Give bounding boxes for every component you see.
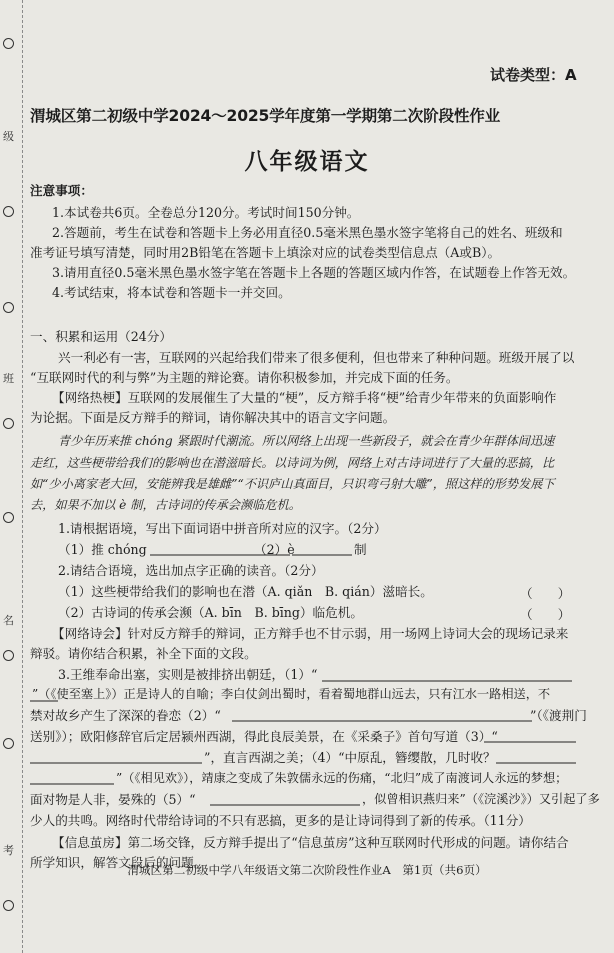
question-1-part-2-tail: 制 <box>354 542 367 557</box>
question-3-line: ，似曾相识燕归来”（《浣溪沙》）又引起了多 <box>362 792 600 806</box>
page-footer: 渭城区第二初级中学八年级语文第二次阶段性作业A 第1页（共6页） <box>127 863 487 877</box>
answer-blank[interactable] <box>210 804 360 807</box>
answer-parenthesis[interactable]: （ ） <box>520 607 571 622</box>
answer-blank[interactable] <box>292 554 352 557</box>
exam-title: 渭城区第二初级中学2024～2025学年度第一学期第二次阶段性作业 <box>30 107 501 125</box>
answer-blank[interactable] <box>232 720 532 723</box>
binding-hole <box>3 38 14 49</box>
debate-speech-line: 去，如果不加以 è 制，古诗词的传承会濒临危机。 <box>30 498 301 512</box>
question-1-part-1: （1）推 chóng <box>58 542 147 557</box>
question-3-line: ”（《使至塞上》）正是诗人的自喻；李白仗剑出蜀时，看着蜀地群山远去，只有江水一路相送，不 <box>32 687 551 701</box>
section-heading: 一、积累和运用（24分） <box>30 329 172 344</box>
paragraph-line: 为论据。下面是反方辩手的辩词，请你解决其中的语言文字问题。 <box>30 410 396 425</box>
paragraph-line: “互联网时代的利与弊”为主题的辩论赛。请你积极参加，并完成下面的任务。 <box>30 370 459 385</box>
answer-blank[interactable] <box>30 783 114 786</box>
question-1-part-2: （2）è <box>254 542 295 557</box>
question-3-line: 3.王维奉命出塞，实则是被排挤出朝廷，（1）“ <box>58 667 318 682</box>
question-3-line: 面对物是人非，晏殊的（5）“ <box>30 792 196 807</box>
paragraph-line: 所学知识，解答文段后的问题。 <box>30 855 207 870</box>
question-3-line: 禁对故乡产生了深深的眷恋（2）“ <box>30 708 221 723</box>
binding-hole <box>3 900 14 911</box>
binding-hole <box>3 418 14 429</box>
question-3-line: ”（《渡荆门 <box>530 708 587 723</box>
subject-title: 八年级语文 <box>244 149 370 175</box>
notes-item: 1.本试卷共6页。全卷总分120分。考试时间150分钟。 <box>52 205 360 220</box>
paragraph-line: 兴一利必有一害，互联网的兴起给我们带来了很多便利，但也带来了种种问题。班级开展了以 <box>58 350 575 365</box>
debate-speech-line: 青少年历来推 chóng 紧跟时代潮流。所以网络上出现一些新段子，就会在青少年群体间迅速 <box>58 434 555 448</box>
paragraph-line: 【网络热梗】互联网的发展催生了大量的“梗”，反方辩手将“梗”给青少年带来的负面影响作 <box>52 390 557 405</box>
binding-label-number: 考 <box>3 844 14 857</box>
binding-hole <box>3 738 14 749</box>
debate-speech-line: 走红，这些梗带给我们的影响也在潜滋暗长。以诗词为例，网络上对古诗词进行了大量的恶搞，比 <box>30 456 555 470</box>
answer-blank[interactable] <box>30 762 202 765</box>
paragraph-line: 【网络诗会】针对反方辩手的辩词，正方辩手也不甘示弱，用一场网上诗词大会的现场记录来 <box>52 626 569 641</box>
notes-heading: 注意事项： <box>30 183 93 198</box>
binding-label-class: 班 <box>3 372 14 385</box>
binding-label-name: 名 <box>3 614 14 627</box>
binding-hole <box>3 302 14 313</box>
question-2-part-2: （2）古诗词的传承会濒（A. bīn B. bīng）临危机。 <box>58 605 363 620</box>
binding-hole <box>3 650 14 661</box>
binding-hole <box>3 206 14 217</box>
notes-item: 4.考试结束，将本试卷和答题卡一并交回。 <box>52 285 291 300</box>
question-3-line: ”（《相见欢》），靖康之变成了朱敦儒永远的伤痛，“北归”成了南渡词人永远的梦想； <box>116 771 568 785</box>
answer-blank[interactable] <box>484 741 576 744</box>
notes-item: 3.请用直径0.5毫米黑色墨水签字笔在答题卡上各题的答题区域内作答，在试题卷上作答无效。 <box>52 265 576 280</box>
question-2: 2.请结合语境，选出加点字正确的读音。（2分） <box>58 563 324 578</box>
answer-blank[interactable] <box>322 680 572 683</box>
paragraph-line: 【信息茧房】第二场交锋，反方辩手提出了“信息茧房”这种互联网时代形成的问题。请你结合 <box>52 835 569 850</box>
debate-speech-line: 如“少小离家老大回，安能辨我是雄雌”“不识庐山真面目，只识弯弓射大雕”，照这样的形势发展下 <box>30 477 555 491</box>
question-3-line: 少人的共鸣。网络时代带给诗词的不只有恶搞，更多的是让诗词得到了新的传承。（11分） <box>30 813 531 828</box>
question-1: 1.请根据语境，写出下面词语中拼音所对应的汉字。（2分） <box>58 521 387 536</box>
binding-hole <box>3 512 14 523</box>
answer-parenthesis[interactable]: （ ） <box>520 586 571 601</box>
question-3-line: ”，直言西湖之美；（4）“中原乱，簪缨散，几时收？ <box>204 750 496 765</box>
notes-item: 准考证号填写清楚，同时用2B铅笔在答题卡上填涂对应的试卷类型信息点（A或B）。 <box>30 245 501 260</box>
paragraph-line: 辩驳。请你结合积累，补全下面的文段。 <box>30 646 257 661</box>
paper-type-label: 试卷类型：A <box>490 66 577 84</box>
question-2-part-1: （1）这些梗带给我们的影响也在潜（A. qiǎn B. qián）滋暗长。 <box>58 584 433 599</box>
notes-item: 2.答题前，考生在试卷和答题卡上务必用直径0.5毫米黑色墨水签字笔将自己的姓名、班级和 <box>52 225 563 240</box>
answer-blank[interactable] <box>496 762 576 765</box>
question-3-line: 送别》）；欧阳修辞官后定居颍州西湖，得此良辰美景，在《采桑子》首句写道（3）“ <box>30 729 498 744</box>
binding-label-class: 级 <box>3 130 14 143</box>
